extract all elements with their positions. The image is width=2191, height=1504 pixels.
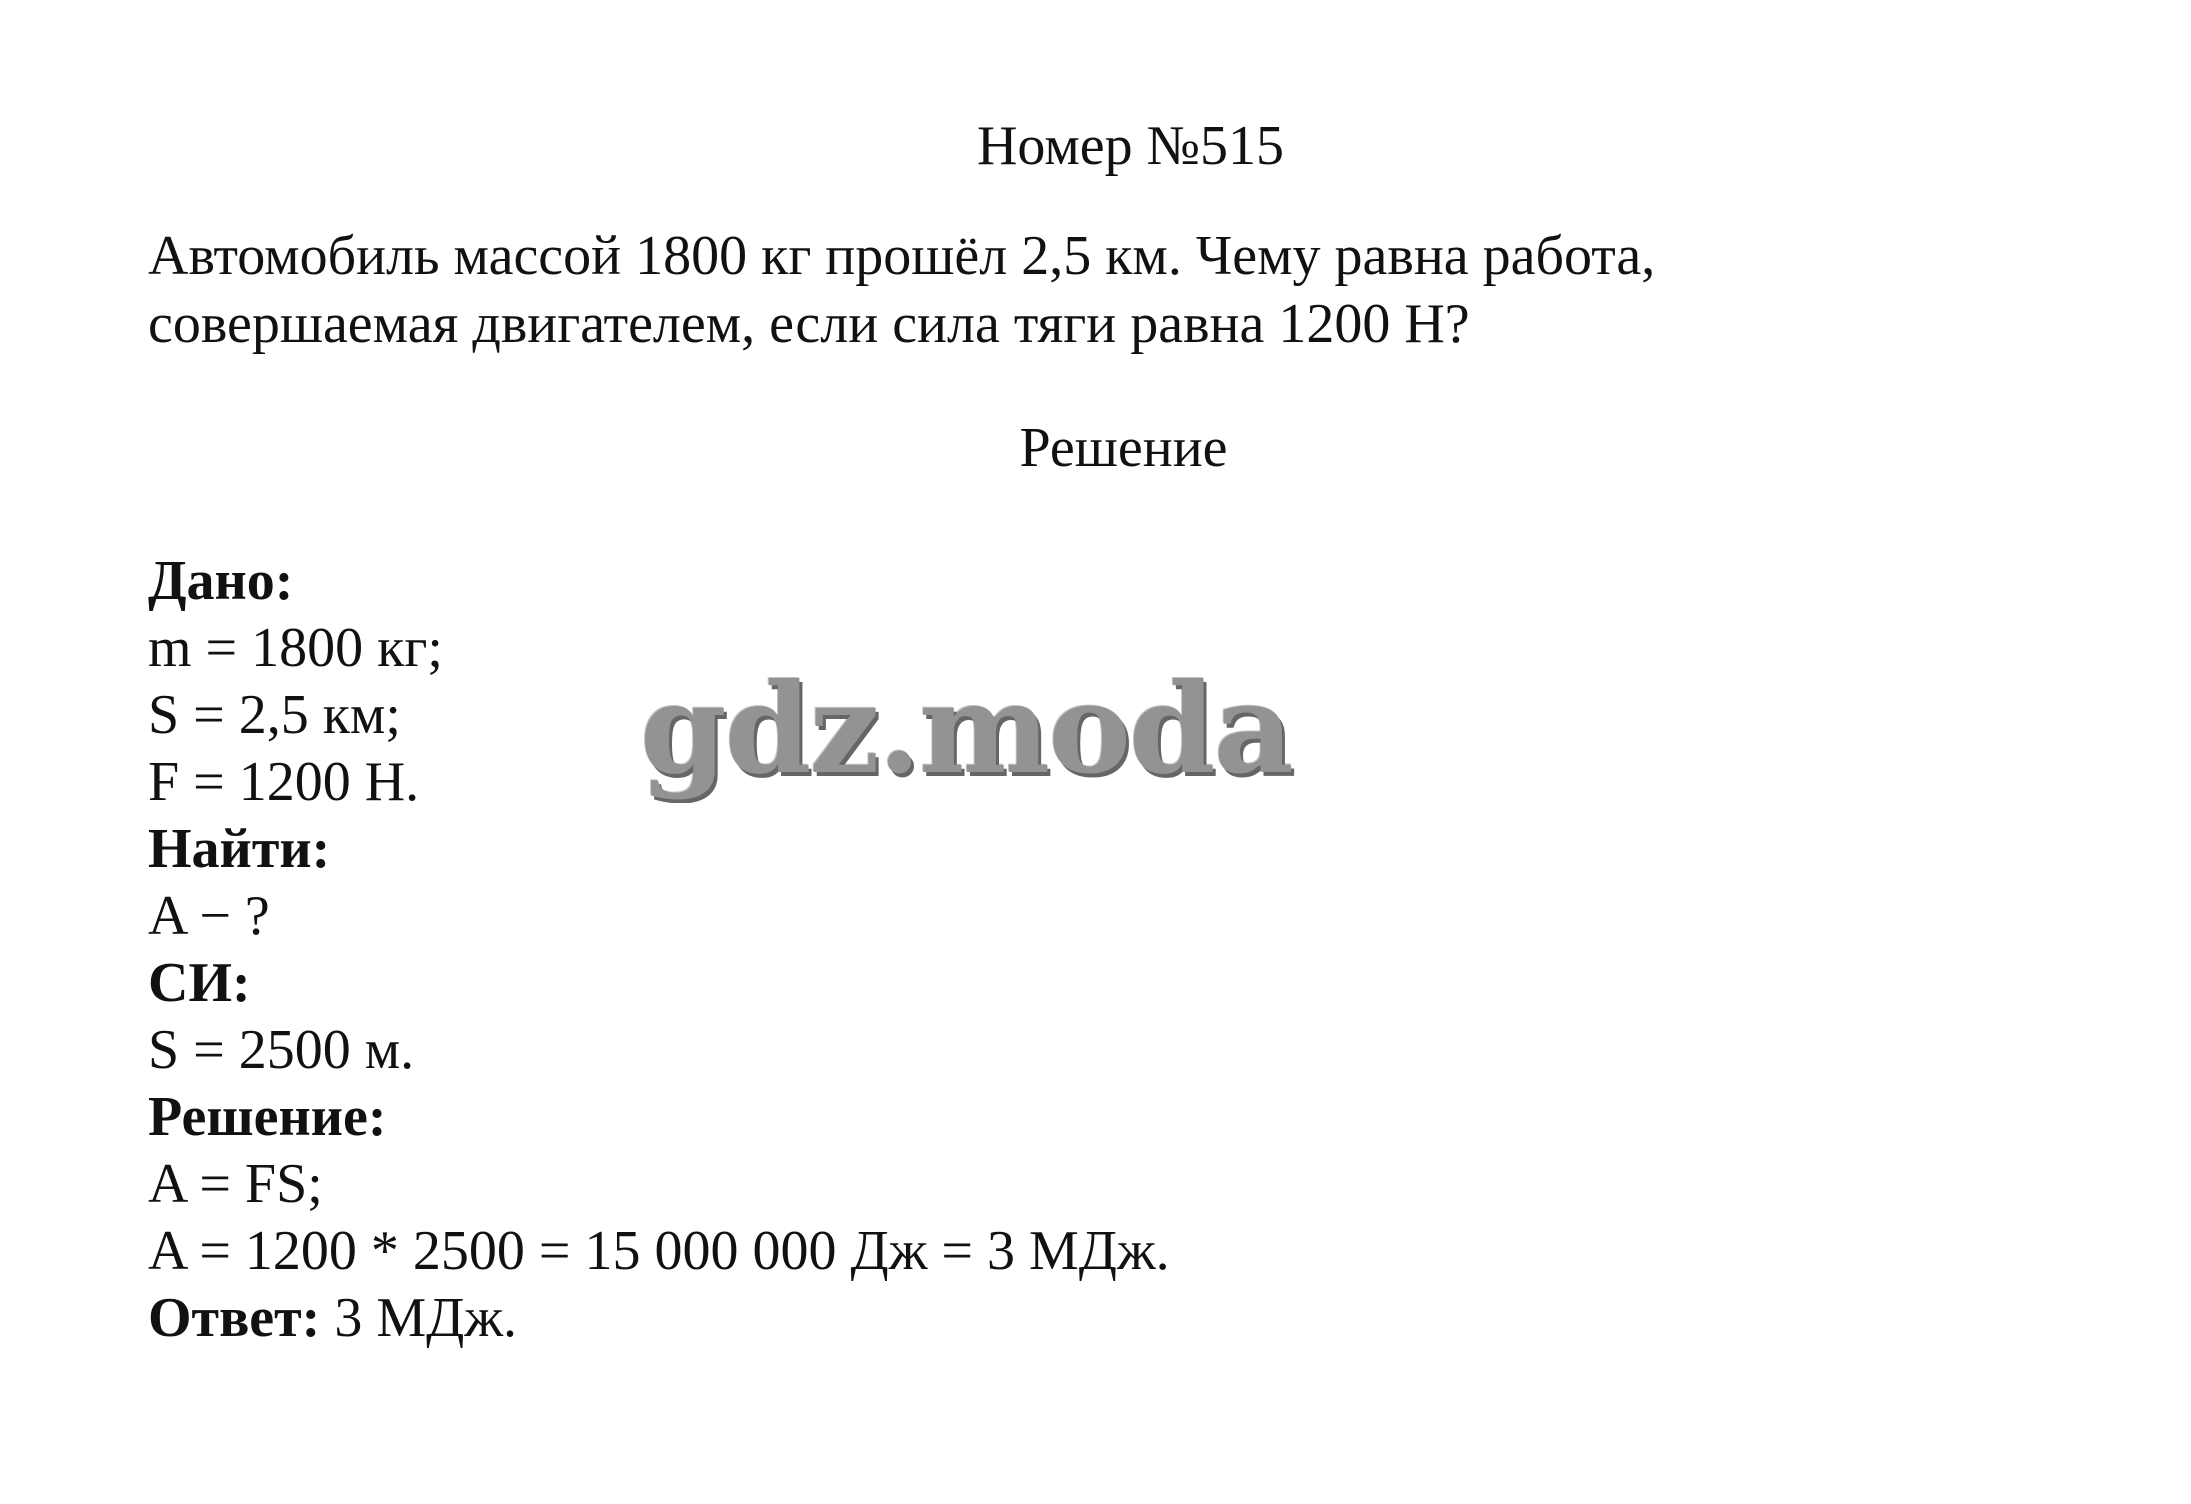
problem-number-title: Номер №515 bbox=[976, 115, 1285, 177]
given-force: F = 1200 Н. bbox=[148, 751, 420, 813]
problem-statement bbox=[148, 222, 2048, 358]
calculation-line: A = 1200 * 2500 = 15 000 000 Дж = 3 МДж. bbox=[148, 1220, 1170, 1282]
formula-line: A = FS; bbox=[148, 1153, 323, 1215]
watermark-logo: gdz.moda bbox=[640, 657, 1292, 802]
answer-label: Ответ: bbox=[148, 1287, 321, 1349]
solution-label: Решение: bbox=[148, 1086, 387, 1148]
answer-value: 3 МДж. bbox=[320, 1287, 518, 1349]
si-distance: S = 2500 м. bbox=[148, 1019, 415, 1081]
problem-line-2: совершаемая двигателем, если сила тяги равна 1200 Н? bbox=[148, 293, 1470, 355]
given-label: Дано: bbox=[148, 550, 294, 612]
solution-heading: Решение bbox=[1019, 417, 1228, 479]
given-distance: S = 2,5 км; bbox=[148, 684, 401, 746]
given-mass: m = 1800 кг; bbox=[148, 617, 443, 679]
problem-line-1: Автомобиль массой 1800 кг прошёл 2,5 км. Чему равна работа, bbox=[148, 225, 1656, 287]
find-label: Найти: bbox=[148, 818, 331, 880]
answer-line bbox=[148, 1285, 1170, 1352]
find-work: A − ? bbox=[148, 885, 270, 947]
si-label: СИ: bbox=[148, 952, 251, 1014]
